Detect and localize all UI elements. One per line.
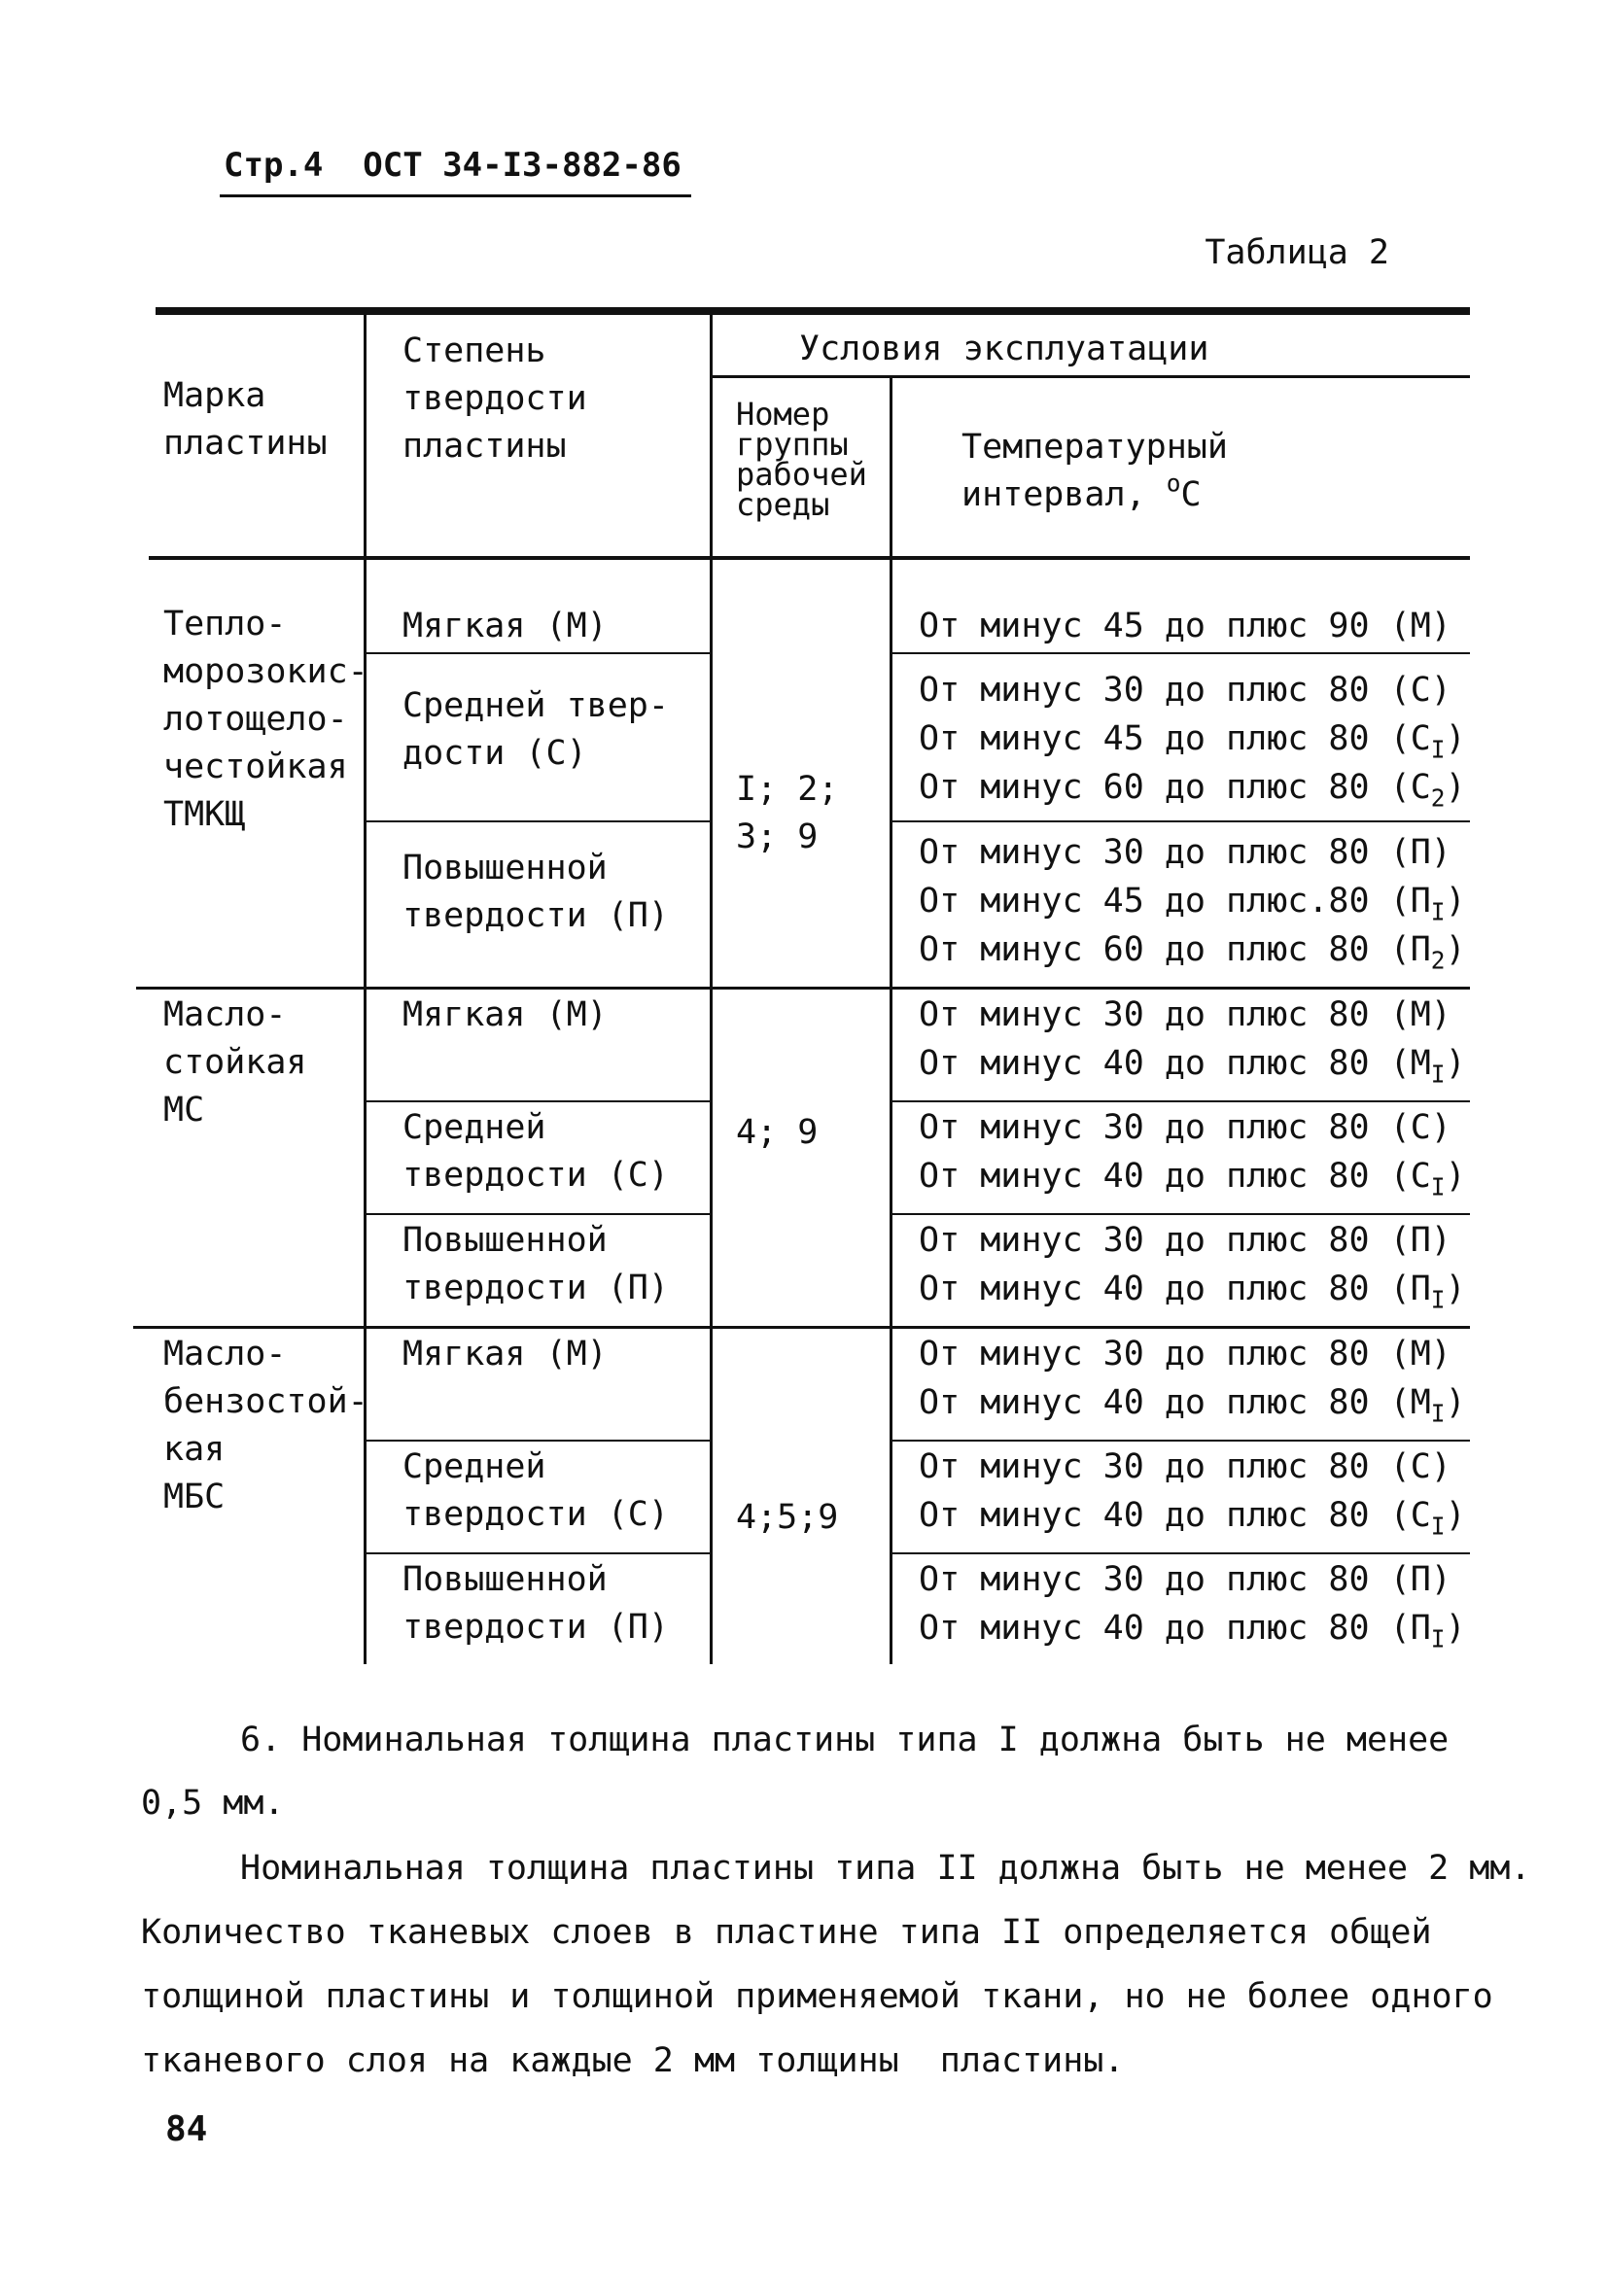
- row-rule: [892, 1552, 1470, 1554]
- temp-range: От минус 30 до плюс 80 (М): [919, 1335, 1451, 1374]
- group-numbers: 4; 9: [736, 1113, 819, 1152]
- column-header-temperature: Температурный интервал, $^о$С: [961, 428, 1228, 514]
- tmkshch-bottom-rule: [136, 987, 1470, 990]
- column-header-brand: Марка пластины: [163, 376, 328, 463]
- temp-range: От минус 45 до плюс.80 $(П_I)$: [919, 882, 1466, 926]
- brand-ms: Масло- стойкая МС: [163, 995, 307, 1130]
- hardness-high: Повышенной твердости (П): [402, 1560, 669, 1647]
- header-underline: [220, 194, 691, 197]
- column-header-hardness: Степень твердости пластины: [402, 331, 587, 466]
- hardness-medium: Средней твер- дости (С): [402, 686, 669, 773]
- ms-bottom-rule: [133, 1326, 1470, 1329]
- temp-range: От минус 40 до плюс 80 $(С_I)$: [919, 1157, 1466, 1201]
- col-rule: [890, 376, 892, 1664]
- column-header-conditions: Условия эксплуатации: [799, 330, 1209, 368]
- temp-range: От минус 60 до плюс 80 $(С_2)$: [919, 768, 1466, 813]
- hardness-high: Повышенной твердости (П): [402, 849, 669, 935]
- temp-range: От минус 45 до плюс 90 (М): [919, 607, 1451, 645]
- hardness-medium: Средней твердости (С): [402, 1447, 669, 1534]
- temp-range: От минус 30 до плюс 80 (С): [919, 1108, 1451, 1147]
- paragraph-line: тканевого слоя на каждые 2 мм толщины пластины.: [141, 2041, 1125, 2080]
- temp-range: От минус 40 до плюс 80 $(П_I)$: [919, 1609, 1466, 1653]
- row-rule: [366, 652, 712, 654]
- brand-mbs: Масло- бензостой- кая МБС: [163, 1335, 368, 1516]
- hardness-soft: Мягкая (М): [402, 607, 608, 645]
- group-numbers: I; 2; 3; 9: [736, 770, 839, 856]
- column-header-group: Номер группы рабочей среды: [736, 396, 867, 523]
- row-rule: [892, 1213, 1470, 1215]
- row-rule: [366, 1100, 712, 1102]
- page-number: 84: [165, 2109, 208, 2149]
- brand-tmkshch: Тепло- морозокис- лотощело- честойкая ТМКЩ: [163, 605, 368, 834]
- hardness-medium: Средней твердости (С): [402, 1108, 669, 1195]
- conditions-underline: [710, 375, 1470, 378]
- temp-range: От минус 60 до плюс 80 $(П_2)$: [919, 930, 1466, 975]
- temp-range: От минус 45 до плюс 80 $(С_I)$: [919, 719, 1466, 764]
- paragraph-line: Номинальная толщина пластины типа II должна быть не менее 2 мм.: [240, 1849, 1531, 1888]
- temp-range: От минус 40 до плюс 80 $(С_I)$: [919, 1496, 1466, 1541]
- col-rule: [710, 315, 713, 1664]
- row-rule: [366, 1552, 712, 1554]
- paragraph-line: 0,5 мм.: [141, 1784, 285, 1823]
- row-rule: [892, 652, 1470, 654]
- header-bottom-rule: [149, 556, 1470, 560]
- row-rule: [892, 1440, 1470, 1442]
- paragraph-line: Количество тканевых слоев в пластине типа II определяется общей: [141, 1913, 1432, 1952]
- paragraph-line: толщиной пластины и толщиной применяемой ткани, но не более одного: [141, 1977, 1493, 2016]
- table-caption: Таблица 2: [1205, 233, 1389, 272]
- row-rule: [892, 820, 1470, 822]
- row-rule: [892, 1100, 1470, 1102]
- temp-range: От минус 30 до плюс 80 (П): [919, 833, 1451, 872]
- group-numbers: 4;5;9: [736, 1498, 839, 1537]
- hardness-soft: Мягкая (М): [402, 995, 608, 1034]
- document-header: Стр.4 ОСТ 34-I3-882-86: [224, 146, 682, 185]
- row-rule: [366, 1440, 712, 1442]
- temp-range: От минус 40 до плюс 80 $(М_I)$: [919, 1383, 1466, 1428]
- temp-range: От минус 40 до плюс 80 $(М_I)$: [919, 1044, 1466, 1089]
- temp-range: От минус 30 до плюс 80 (П): [919, 1221, 1451, 1260]
- temp-range: От минус 30 до плюс 80 (С): [919, 671, 1451, 710]
- paragraph-line: 6. Номинальная толщина пластины типа I должна быть не менее: [240, 1721, 1450, 1759]
- temp-range: От минус 30 до плюс 80 (С): [919, 1447, 1451, 1486]
- temp-range: От минус 30 до плюс 80 (М): [919, 995, 1451, 1034]
- row-rule: [366, 1213, 712, 1215]
- hardness-soft: Мягкая (М): [402, 1335, 608, 1374]
- temp-range: От минус 30 до плюс 80 (П): [919, 1560, 1451, 1599]
- temp-range: От минус 40 до плюс 80 $(П_I)$: [919, 1270, 1466, 1314]
- hardness-high: Повышенной твердости (П): [402, 1221, 669, 1307]
- row-rule: [366, 820, 712, 822]
- table-top-rule: [156, 307, 1470, 315]
